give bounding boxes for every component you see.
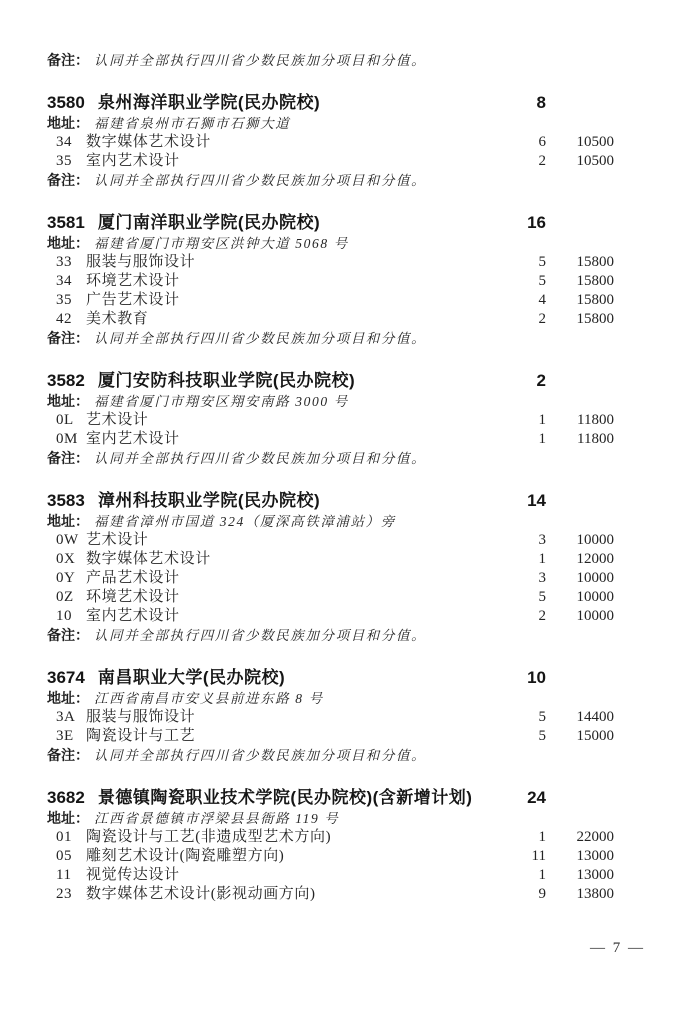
program-plan-count: 1 <box>538 829 546 845</box>
address-text: 福建省漳州市国道 324（厦深高铁漳浦站）旁 <box>94 514 396 529</box>
school-header <box>47 92 614 113</box>
program-row <box>47 550 614 569</box>
remark-text: 认同并全部执行四川省少数民族加分项目和分值。 <box>94 748 427 763</box>
program-tuition: 22000 <box>576 829 614 845</box>
program-row <box>47 828 614 847</box>
school-total-plan: 2 <box>536 371 546 390</box>
address-label: 地址： <box>47 235 89 251</box>
school-code: 3682 <box>47 788 85 807</box>
remark-label: 备注： <box>47 450 89 466</box>
program-name: 艺术设计 <box>86 412 149 428</box>
program-plan-count: 1 <box>538 431 546 447</box>
program-name: 视觉传达设计 <box>86 867 180 883</box>
remark-line <box>47 626 614 645</box>
page-number: — 7 — <box>590 940 645 956</box>
program-plan-count: 5 <box>538 254 546 270</box>
program-tuition: 13000 <box>576 848 614 864</box>
school-name: 漳州科技职业学院(民办院校) <box>97 491 321 510</box>
program-plan-count: 3 <box>538 532 546 548</box>
program-tuition: 10000 <box>576 608 614 624</box>
remark-line <box>47 329 614 348</box>
school-name: 泉州海洋职业学院(民办院校) <box>97 93 321 112</box>
address-line <box>47 512 614 531</box>
address-line <box>47 234 614 253</box>
program-plan-count: 11 <box>531 848 546 864</box>
program-row <box>47 152 614 171</box>
remark-line <box>47 746 614 765</box>
school-code: 3583 <box>47 491 85 510</box>
program-code: 35 <box>56 153 72 169</box>
school-header <box>47 370 614 391</box>
program-plan-count: 5 <box>538 728 546 744</box>
program-plan-count: 3 <box>538 570 546 586</box>
program-code: 0M <box>56 431 78 447</box>
program-row <box>47 847 614 866</box>
program-row <box>47 569 614 588</box>
program-tuition: 10000 <box>576 532 614 548</box>
program-name: 陶瓷设计与工艺(非遗成型艺术方向) <box>86 829 332 845</box>
program-name: 广告艺术设计 <box>86 292 180 308</box>
address-line <box>47 689 614 708</box>
program-code: 33 <box>56 254 72 270</box>
program-name: 数字媒体艺术设计(影视动画方向) <box>86 886 316 902</box>
remark-line <box>47 449 614 468</box>
school-name: 厦门安防科技职业学院(民办院校) <box>97 371 356 390</box>
school-total-plan: 10 <box>527 668 546 687</box>
remark-text: 认同并全部执行四川省少数民族加分项目和分值。 <box>94 331 427 346</box>
program-list <box>47 531 614 626</box>
program-row <box>47 253 614 272</box>
program-code: 35 <box>56 292 72 308</box>
program-row <box>47 885 614 904</box>
address-label: 地址： <box>47 115 89 131</box>
program-code: 11 <box>56 867 72 883</box>
program-row <box>47 607 614 626</box>
program-row <box>47 531 614 550</box>
program-list <box>47 708 614 746</box>
program-code: 42 <box>56 311 72 327</box>
program-tuition: 10500 <box>576 134 614 150</box>
program-code: 23 <box>56 886 72 902</box>
school-code: 3674 <box>47 668 85 687</box>
program-row <box>47 291 614 310</box>
program-tuition: 15800 <box>576 254 614 270</box>
school-section <box>47 212 614 348</box>
program-code: 10 <box>56 608 72 624</box>
address-label: 地址： <box>47 513 89 529</box>
program-list <box>47 133 614 171</box>
remark-label: 备注： <box>47 747 89 763</box>
remark-label: 备注： <box>47 627 89 643</box>
program-tuition: 10500 <box>576 153 614 169</box>
school-sections-list <box>47 92 614 904</box>
program-name: 陶瓷设计与工艺 <box>86 728 196 744</box>
program-name: 产品艺术设计 <box>86 570 180 586</box>
program-name: 服装与服饰设计 <box>86 709 196 725</box>
school-name: 景德镇陶瓷职业技术学院(民办院校)(含新增计划) <box>97 788 473 807</box>
program-row <box>47 588 614 607</box>
address-label: 地址： <box>47 690 89 706</box>
program-list <box>47 253 614 329</box>
address-label: 地址： <box>47 393 89 409</box>
program-plan-count: 1 <box>538 551 546 567</box>
address-line <box>47 392 614 411</box>
program-name: 雕刻艺术设计(陶瓷雕塑方向) <box>86 848 285 864</box>
address-text: 福建省厦门市翔安区洪钟大道 5068 号 <box>94 236 349 251</box>
program-plan-count: 6 <box>538 134 546 150</box>
remark-label: 备注： <box>47 330 89 346</box>
program-code: 34 <box>56 273 72 289</box>
school-total-plan: 16 <box>527 213 546 232</box>
school-section <box>47 92 614 190</box>
program-tuition: 15800 <box>576 311 614 327</box>
school-header <box>47 490 614 511</box>
program-tuition: 10000 <box>576 570 614 586</box>
remark-label: 备注： <box>47 52 89 68</box>
school-header <box>47 667 614 688</box>
program-plan-count: 5 <box>538 589 546 605</box>
school-code: 3580 <box>47 93 85 112</box>
address-text: 江西省景德镇市浮梁县县衙路 119 号 <box>94 811 340 826</box>
school-section <box>47 370 614 468</box>
program-name: 服装与服饰设计 <box>86 254 196 270</box>
program-list <box>47 411 614 449</box>
school-total-plan: 14 <box>527 491 546 510</box>
program-code: 0L <box>56 412 74 428</box>
program-code: 05 <box>56 848 72 864</box>
remark-text: 认同并全部执行四川省少数民族加分项目和分值。 <box>94 628 427 643</box>
program-name: 美术教育 <box>86 311 149 327</box>
program-code: 3E <box>56 728 74 744</box>
program-name: 数字媒体艺术设计 <box>86 551 211 567</box>
program-name: 数字媒体艺术设计 <box>86 134 211 150</box>
school-total-plan: 8 <box>536 93 546 112</box>
program-plan-count: 5 <box>538 709 546 725</box>
school-code: 3582 <box>47 371 85 390</box>
school-header <box>47 212 614 233</box>
program-code: 0W <box>56 532 79 548</box>
program-tuition: 15800 <box>576 292 614 308</box>
program-list <box>47 828 614 904</box>
program-code: 0Y <box>56 570 76 586</box>
program-row <box>47 133 614 152</box>
program-tuition: 14400 <box>576 709 614 725</box>
program-row <box>47 411 614 430</box>
program-plan-count: 2 <box>538 608 546 624</box>
remark-line <box>47 171 614 190</box>
address-line <box>47 114 614 133</box>
program-plan-count: 1 <box>538 867 546 883</box>
program-row <box>47 430 614 449</box>
program-name: 艺术设计 <box>86 532 149 548</box>
program-plan-count: 5 <box>538 273 546 289</box>
address-text: 福建省泉州市石狮市石狮大道 <box>94 116 291 131</box>
program-name: 室内艺术设计 <box>86 608 180 624</box>
remark-text: 认同并全部执行四川省少数民族加分项目和分值。 <box>94 451 427 466</box>
program-code: 3A <box>56 709 76 725</box>
address-label: 地址： <box>47 810 89 826</box>
school-section <box>47 667 614 765</box>
school-code: 3581 <box>47 213 85 232</box>
program-code: 0X <box>56 551 76 567</box>
program-code: 01 <box>56 829 72 845</box>
program-tuition: 15800 <box>576 273 614 289</box>
top-remark-line <box>47 51 614 70</box>
school-name: 南昌职业大学(民办院校) <box>97 668 286 687</box>
program-plan-count: 2 <box>538 311 546 327</box>
program-code: 34 <box>56 134 72 150</box>
program-name: 环境艺术设计 <box>86 273 180 289</box>
program-plan-count: 4 <box>538 292 546 308</box>
address-text: 福建省厦门市翔安区翔安南路 3000 号 <box>94 394 349 409</box>
school-header <box>47 787 614 808</box>
program-tuition: 11800 <box>577 412 614 428</box>
remark-label: 备注： <box>47 172 89 188</box>
program-tuition: 12000 <box>576 551 614 567</box>
program-tuition: 10000 <box>576 589 614 605</box>
school-name: 厦门南洋职业学院(民办院校) <box>97 213 321 232</box>
school-section <box>47 490 614 645</box>
program-name: 环境艺术设计 <box>86 589 180 605</box>
program-tuition: 11800 <box>577 431 614 447</box>
address-line <box>47 809 614 828</box>
program-plan-count: 9 <box>538 886 546 902</box>
program-plan-count: 1 <box>538 412 546 428</box>
program-code: 0Z <box>56 589 74 605</box>
address-text: 江西省南昌市安义县前进东路 8 号 <box>94 691 324 706</box>
program-name: 室内艺术设计 <box>86 431 180 447</box>
program-name: 室内艺术设计 <box>86 153 180 169</box>
program-tuition: 13800 <box>576 886 614 902</box>
remark-text: 认同并全部执行四川省少数民族加分项目和分值。 <box>94 173 427 188</box>
program-tuition: 15000 <box>576 728 614 744</box>
program-row <box>47 310 614 329</box>
program-row <box>47 272 614 291</box>
program-row <box>47 866 614 885</box>
school-section <box>47 787 614 904</box>
program-plan-count: 2 <box>538 153 546 169</box>
program-row <box>47 708 614 727</box>
program-row <box>47 727 614 746</box>
remark-text: 认同并全部执行四川省少数民族加分项目和分值。 <box>94 53 427 68</box>
school-total-plan: 24 <box>527 788 546 807</box>
program-tuition: 13000 <box>576 867 614 883</box>
